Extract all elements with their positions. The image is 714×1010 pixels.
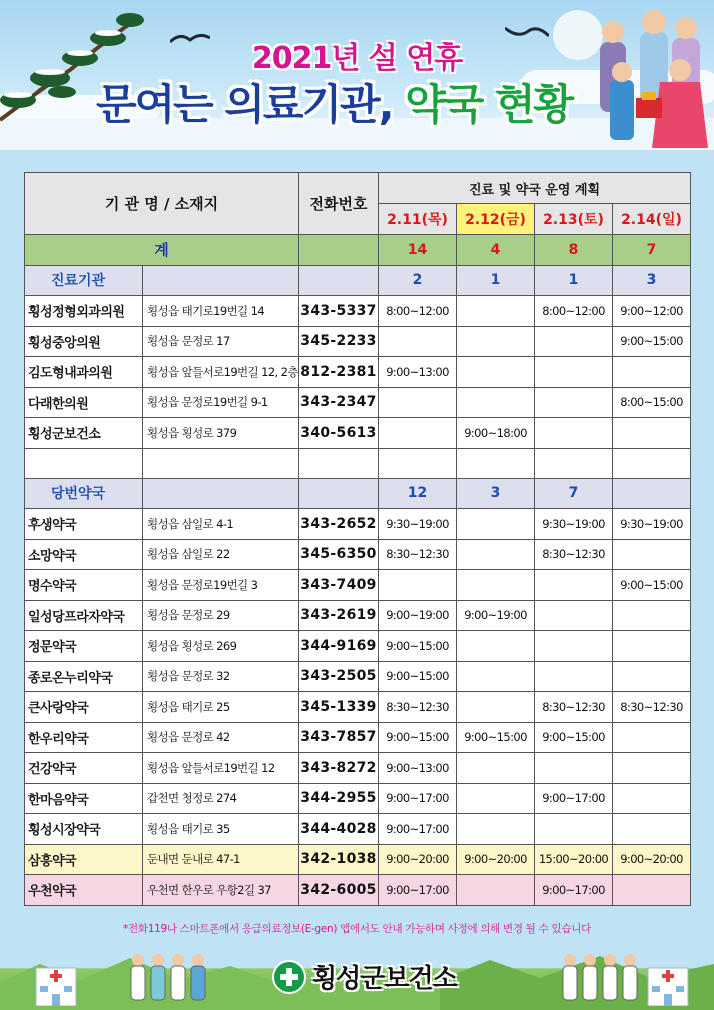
section-row (25, 265, 691, 296)
total-count: 14 (379, 235, 457, 266)
table-row (25, 875, 691, 906)
title-main (96, 72, 572, 132)
operating-hours (535, 357, 613, 388)
operating-hours: 9:00~19:00 (379, 600, 457, 631)
col-header-name: 기 관 명 / 소재지 (25, 173, 299, 235)
table-row (25, 357, 691, 388)
facility-address: 우천면 한우로 우항2길 37 (143, 875, 299, 906)
facility-phone: 345-6350 (299, 539, 379, 570)
facility-name: 큰사랑약국 (25, 692, 143, 723)
operating-hours (535, 600, 613, 631)
facility-phone: 344-4028 (299, 814, 379, 845)
facility-phone: 342-1038 (299, 844, 379, 875)
section-count: 1 (457, 265, 535, 296)
operating-hours: 9:00~20:00 (457, 844, 535, 875)
facility-address: 횡성읍 문정로 17 (143, 326, 299, 357)
table-row (25, 753, 691, 784)
operating-hours (613, 875, 691, 906)
section-count: 3 (613, 265, 691, 296)
medical-staff-icon (560, 952, 640, 1008)
facility-address: 횡성읍 횡성로 269 (143, 631, 299, 662)
operating-hours (457, 631, 535, 662)
operating-hours: 9:00~13:00 (379, 753, 457, 784)
facility-address: 횡성읍 앞들서로19번길 12 (143, 753, 299, 784)
facility-phone: 343-2652 (299, 509, 379, 540)
section-count: 12 (379, 478, 457, 509)
table-row (25, 570, 691, 601)
facility-address: 갑천면 청정로 274 (143, 783, 299, 814)
facility-name: 우천약국 (25, 875, 143, 906)
facility-phone: 343-2347 (299, 387, 379, 418)
table-row (25, 661, 691, 692)
hospital-building-icon (640, 962, 696, 1006)
operating-hours (613, 600, 691, 631)
facility-name: 일성당프라자약국 (25, 600, 143, 631)
facility-phone: 812-2381 (299, 357, 379, 388)
facility-address: 횡성읍 태기로19번길 14 (143, 296, 299, 327)
section-count: 2 (379, 265, 457, 296)
operating-hours (457, 326, 535, 357)
section-label: 당번약국 (25, 478, 143, 509)
facility-name: 횡성시장약국 (25, 814, 143, 845)
section-empty-cell (143, 478, 299, 509)
facility-name: 김도형내과의원 (25, 357, 143, 388)
facility-phone: 345-1339 (299, 692, 379, 723)
operating-hours: 9:00~17:00 (535, 875, 613, 906)
facility-name: 횡성정형외과의원 (25, 296, 143, 327)
schedule-table (24, 172, 691, 906)
facility-address: 횡성읍 문정로19번길 9-1 (143, 387, 299, 418)
operating-hours: 9:00~15:00 (379, 661, 457, 692)
facility-name: 횡성중앙의원 (25, 326, 143, 357)
facility-address: 횡성읍 횡성로 379 (143, 418, 299, 449)
operating-hours (535, 418, 613, 449)
operating-hours: 9:00~18:00 (457, 418, 535, 449)
facility-address: 횡성읍 문정로 29 (143, 600, 299, 631)
total-phone-empty (299, 235, 379, 266)
operating-hours (457, 783, 535, 814)
facility-phone: 342-6005 (299, 875, 379, 906)
operating-hours (535, 631, 613, 662)
facility-phone: 343-2505 (299, 661, 379, 692)
operating-hours (457, 387, 535, 418)
total-count: 7 (613, 235, 691, 266)
footnote: *전화119나 스마트폰에서 응급의료정보(E-gen) 앱에서도 안내 가능하며 사정에 의해 변경 될 수 있습니다 (123, 923, 591, 935)
operating-hours: 9:00~20:00 (379, 844, 457, 875)
title-year: 2021년 설 연휴 (251, 41, 463, 76)
operating-hours: 8:00~15:00 (613, 387, 691, 418)
operating-hours: 8:30~12:30 (535, 692, 613, 723)
blank-cell (613, 448, 691, 478)
operating-hours: 9:00~13:00 (379, 357, 457, 388)
col-header-phone: 전화번호 (299, 173, 379, 235)
operating-hours (613, 539, 691, 570)
operating-hours (457, 296, 535, 327)
operating-hours: 9:00~20:00 (613, 844, 691, 875)
table-row (25, 814, 691, 845)
operating-hours (457, 357, 535, 388)
operating-hours: 8:00~12:00 (535, 296, 613, 327)
table-row (25, 296, 691, 327)
table-row (25, 722, 691, 753)
facility-address: 횡성읍 앞들서로19번길 12, 2층 (143, 357, 299, 388)
total-count: 8 (535, 235, 613, 266)
total-row (25, 235, 691, 266)
operating-hours: 9:00~15:00 (379, 722, 457, 753)
blank-cell (25, 448, 143, 478)
operating-hours (535, 570, 613, 601)
section-count (613, 478, 691, 509)
facility-address: 횡성읍 삼일로 22 (143, 539, 299, 570)
operating-hours: 8:30~12:30 (535, 539, 613, 570)
operating-hours (379, 387, 457, 418)
blank-row (25, 448, 691, 478)
operating-hours (379, 418, 457, 449)
blank-cell (457, 448, 535, 478)
facility-address: 횡성읍 태기로 25 (143, 692, 299, 723)
operating-hours (535, 387, 613, 418)
facility-phone: 340-5613 (299, 418, 379, 449)
facility-phone: 343-5337 (299, 296, 379, 327)
table-row (25, 387, 691, 418)
table-row (25, 631, 691, 662)
facility-phone: 343-2619 (299, 600, 379, 631)
header-banner (0, 0, 714, 150)
facility-phone: 343-7857 (299, 722, 379, 753)
operating-hours (457, 570, 535, 601)
facility-address: 횡성읍 태기로 35 (143, 814, 299, 845)
operating-hours: 8:30~12:30 (379, 539, 457, 570)
section-empty-cell (299, 478, 379, 509)
operating-hours (457, 661, 535, 692)
section-count: 7 (535, 478, 613, 509)
operating-hours: 9:30~19:00 (535, 509, 613, 540)
operating-hours: 9:00~17:00 (379, 783, 457, 814)
operating-hours: 9:00~17:00 (535, 783, 613, 814)
operating-hours (535, 753, 613, 784)
table-row (25, 509, 691, 540)
facility-name: 삼흥약국 (25, 844, 143, 875)
table-row (25, 692, 691, 723)
blank-cell (299, 448, 379, 478)
operating-hours: 9:30~19:00 (379, 509, 457, 540)
operating-hours: 9:00~12:00 (613, 296, 691, 327)
operating-hours: 9:30~19:00 (613, 509, 691, 540)
medical-staff-icon (128, 952, 208, 1008)
schedule-table-container (24, 172, 690, 906)
operating-hours (457, 875, 535, 906)
facility-name: 종로온누리약국 (25, 661, 143, 692)
operating-hours (613, 722, 691, 753)
facility-address: 횡성읍 문정로 42 (143, 722, 299, 753)
operating-hours (613, 418, 691, 449)
health-center-logo-icon (272, 960, 306, 994)
operating-hours: 8:00~12:00 (379, 296, 457, 327)
operating-hours: 9:00~15:00 (613, 570, 691, 601)
facility-name: 한우리약국 (25, 722, 143, 753)
date-header: 2.11(목) (379, 204, 457, 235)
operating-hours: 9:00~15:00 (457, 722, 535, 753)
facility-address: 횡성읍 문정로 32 (143, 661, 299, 692)
operating-hours (379, 326, 457, 357)
facility-phone: 345-2233 (299, 326, 379, 357)
operating-hours (535, 814, 613, 845)
facility-name: 정문약국 (25, 631, 143, 662)
date-header: 2.13(토) (535, 204, 613, 235)
health-center-logo (272, 958, 457, 995)
operating-hours (613, 814, 691, 845)
operating-hours (379, 570, 457, 601)
facility-name: 다래한의원 (25, 387, 143, 418)
col-header-plan: 진료 및 약국 운영 계획 (379, 173, 691, 204)
facility-name: 한마음약국 (25, 783, 143, 814)
operating-hours: 9:00~15:00 (535, 722, 613, 753)
operating-hours (535, 326, 613, 357)
title-main-blue: 문여는 의료기관, (96, 80, 393, 129)
operating-hours (613, 753, 691, 784)
facility-phone: 343-8272 (299, 753, 379, 784)
title-main-green: 약국 현황 (405, 80, 573, 129)
operating-hours (457, 692, 535, 723)
operating-hours (535, 661, 613, 692)
section-label: 진료기관 (25, 265, 143, 296)
table-row (25, 600, 691, 631)
section-count: 3 (457, 478, 535, 509)
facility-address: 횡성읍 삼일로 4-1 (143, 509, 299, 540)
table-row (25, 539, 691, 570)
operating-hours (457, 814, 535, 845)
operating-hours: 9:00~19:00 (457, 600, 535, 631)
health-center-name: 횡성군보건소 (312, 964, 457, 994)
table-row (25, 783, 691, 814)
facility-name: 명수약국 (25, 570, 143, 601)
operating-hours (457, 539, 535, 570)
operating-hours: 9:00~15:00 (613, 326, 691, 357)
operating-hours (613, 631, 691, 662)
operating-hours (613, 357, 691, 388)
table-row (25, 418, 691, 449)
facility-name: 소망약국 (25, 539, 143, 570)
operating-hours: 8:30~12:30 (379, 692, 457, 723)
operating-hours (457, 753, 535, 784)
facility-name: 횡성군보건소 (25, 418, 143, 449)
hospital-building-icon (30, 962, 82, 1006)
operating-hours (457, 509, 535, 540)
total-count: 4 (457, 235, 535, 266)
facility-address: 둔내면 둔내로 47-1 (143, 844, 299, 875)
facility-name: 후생약국 (25, 509, 143, 540)
total-label: 계 (25, 235, 299, 266)
section-empty-cell (299, 265, 379, 296)
facility-phone: 343-7409 (299, 570, 379, 601)
date-header: 2.12(금) (457, 204, 535, 235)
operating-hours: 9:00~15:00 (379, 631, 457, 662)
facility-name: 건강약국 (25, 753, 143, 784)
table-row (25, 326, 691, 357)
facility-address: 횡성읍 문정로19번길 3 (143, 570, 299, 601)
section-empty-cell (143, 265, 299, 296)
date-header: 2.14(일) (613, 204, 691, 235)
blank-cell (379, 448, 457, 478)
blank-cell (535, 448, 613, 478)
operating-hours: 15:00~20:00 (535, 844, 613, 875)
facility-phone: 344-2955 (299, 783, 379, 814)
section-count: 1 (535, 265, 613, 296)
section-row (25, 478, 691, 509)
table-row (25, 844, 691, 875)
operating-hours: 9:00~17:00 (379, 875, 457, 906)
blank-cell (143, 448, 299, 478)
operating-hours (613, 661, 691, 692)
operating-hours: 8:30~12:30 (613, 692, 691, 723)
table-header-row-1 (25, 173, 691, 204)
operating-hours: 9:00~17:00 (379, 814, 457, 845)
operating-hours (613, 783, 691, 814)
facility-phone: 344-9169 (299, 631, 379, 662)
